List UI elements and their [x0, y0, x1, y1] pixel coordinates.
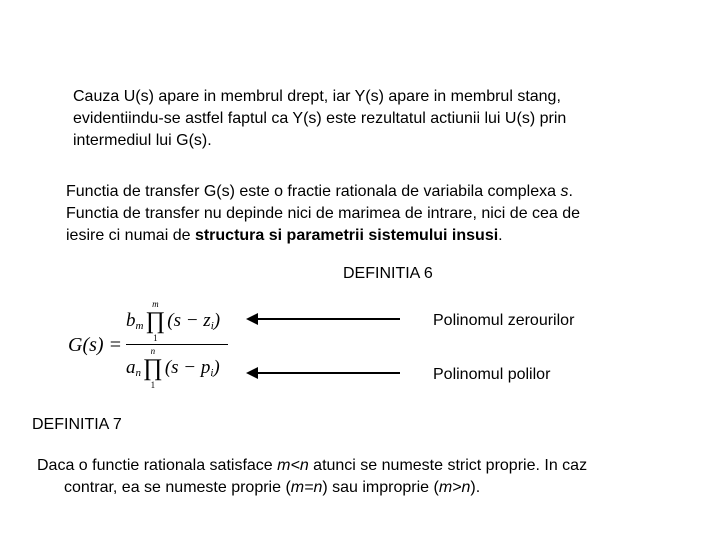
paragraph-transfer-function	[66, 181, 580, 247]
text-line	[66, 181, 580, 203]
num-coef: $b_m$	[126, 310, 144, 332]
product-symbol: ∏	[145, 308, 166, 334]
arrow-left-icon	[248, 318, 400, 320]
fraction	[126, 298, 228, 391]
paragraph-proper-definition	[37, 455, 587, 499]
den-upper: n	[150, 346, 156, 356]
text: .	[498, 227, 503, 244]
num-lower: 1	[153, 333, 158, 343]
product-symbol: ∏	[143, 355, 163, 381]
text: .	[568, 183, 573, 200]
text-line: Functia de transfer nu depinde nici de marimea de intrare, nici de cea de	[66, 205, 581, 222]
num-upper: m	[152, 299, 159, 309]
label-zeros-polynomial: Polinomul zerourilor	[433, 312, 575, 329]
text-line: evidentiindu-se astfel faptul ca Y(s) este rezultatul actiunii lui U(s) prin	[73, 110, 567, 127]
den-coef: $a_n$	[126, 357, 142, 379]
bold-text: structura si parametrii sistemului insusi	[194, 227, 499, 244]
definition-6-heading: DEFINITIA 6	[343, 265, 433, 282]
num-product	[146, 299, 166, 343]
denominator	[126, 345, 220, 391]
paragraph-cause	[73, 86, 566, 152]
text: iesire ci numai de	[66, 227, 195, 244]
text-line: intermediul lui G(s).	[73, 132, 212, 149]
numerator	[126, 298, 220, 344]
text-line: Cauza U(s) apare in membrul drept, iar Y(s) apare in membrul stang,	[73, 88, 561, 105]
arrow-left-icon	[248, 372, 400, 374]
text: Functia de transfer G(s) este o fractie rationala de variabila complexa	[66, 183, 561, 200]
text-line: Daca o functie rationala satisface m<n atunci se numeste strict proprie. In caz	[37, 457, 588, 474]
text-line	[66, 225, 580, 247]
transfer-function-formula	[68, 298, 228, 391]
den-term: $(s - p_i)$	[164, 357, 220, 379]
label-poles-polynomial: Polinomul polilor	[433, 366, 551, 383]
text: s	[560, 183, 569, 200]
den-product	[143, 346, 163, 390]
num-term: $(s - z_i)$	[167, 310, 221, 332]
den-lower: 1	[150, 380, 156, 390]
text-line: contrar, ea se numeste proprie (m=n) sau improprie (m>n).	[64, 479, 481, 496]
definition-7-heading: DEFINITIA 7	[32, 416, 122, 433]
formula-lhs: G(s) =	[68, 333, 123, 356]
